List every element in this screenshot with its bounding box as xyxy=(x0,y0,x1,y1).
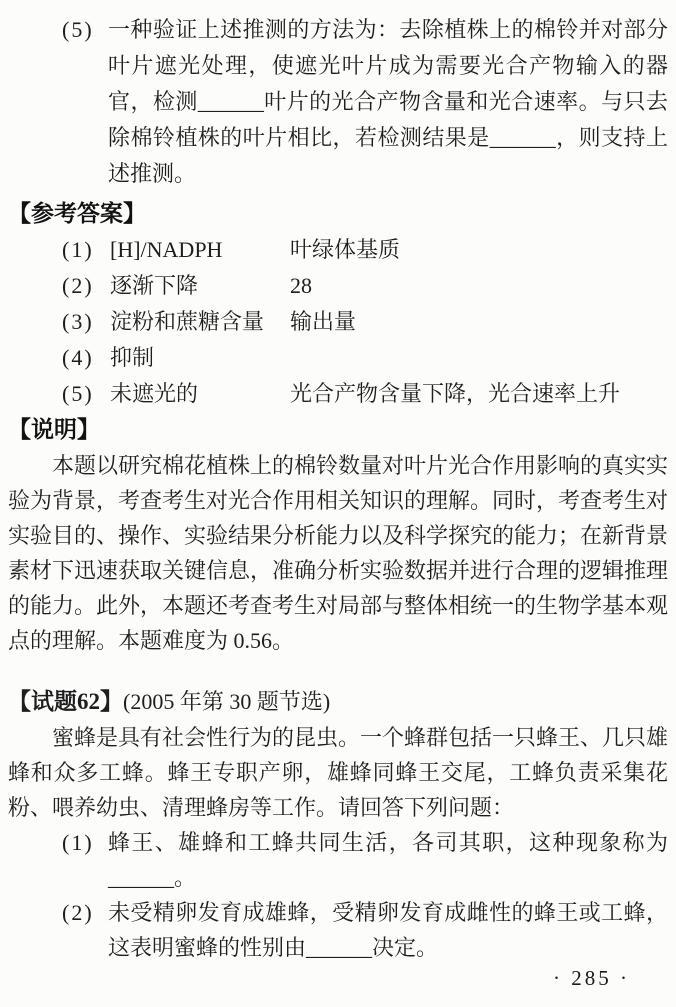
answer-row-2-number: (2) xyxy=(62,273,94,298)
answer-row-4 xyxy=(62,340,668,376)
answer-row-5-col2: 光合产物含量下降，光合速率上升 xyxy=(290,381,621,406)
question-62-sub-2-number: (2) xyxy=(62,900,94,925)
question-62-source: (2005 年第 30 题节选) xyxy=(123,689,331,714)
question-62-intro: 蜜蜂是具有社会性行为的昆虫。一个蜂群包括一只蜂王、几只雄蜂和众多工蜂。蜂王专职产卵，雄蜂同蜂王交尾，工蜂负责采集花粉、喂养幼虫、清理蜂房等工作。请回答下列问题： xyxy=(8,725,669,820)
notes-header: 【说明】 xyxy=(8,417,100,442)
page-number: · 285 · xyxy=(553,966,630,990)
answer-row-4-col2 xyxy=(290,340,668,376)
question-5-text: 一种验证上述推测的方法为：去除植株上的棉铃并对部分叶片遮光处理，使遮光叶片成为需要光合产物输入的器官，检测______叶片的光合产物含量和光合速率。与只去除棉铃植株的叶片相比，若检测结果是______，则支持上述推测。 xyxy=(108,17,668,186)
answer-row-2-col1: 逐渐下降 xyxy=(110,273,199,298)
question-62-sub-2 xyxy=(62,895,668,965)
question-62-title: 【试题62】 xyxy=(8,689,123,714)
answer-row-1-col1: [H]/NADPH xyxy=(110,237,223,262)
answer-row-3 xyxy=(62,304,668,340)
question-62-sub-1-text: 蜂王、雄蜂和工蜂共同生活，各司其职，这种现象称为______。 xyxy=(108,830,668,890)
answer-row-1-col2: 叶绿体基质 xyxy=(290,237,401,262)
answer-row-5-number: (5) xyxy=(62,381,94,406)
answer-row-4-col1: 抑制 xyxy=(110,345,155,370)
question-5-block xyxy=(62,12,668,192)
question-5-number: (5) xyxy=(62,17,94,42)
answer-row-3-number: (3) xyxy=(62,309,94,334)
question-62-sub-1 xyxy=(62,825,668,895)
answer-row-2 xyxy=(62,268,668,304)
answer-row-3-col2: 输出量 xyxy=(290,309,357,334)
answer-row-1-number: (1) xyxy=(62,237,94,262)
answer-row-1 xyxy=(62,232,668,268)
answer-row-5-col1: 未遮光的 xyxy=(110,381,199,406)
reference-answer-header: 【参考答案】 xyxy=(8,201,146,226)
question-62-sub-2-text: 未受精卵发育成雄蜂，受精卵发育成雌性的蜂王或工蜂，这表明蜜蜂的性别由______决定。 xyxy=(108,900,668,960)
answer-row-3-col1: 淀粉和蔗糖含量 xyxy=(110,309,265,334)
answer-row-4-number: (4) xyxy=(62,345,94,370)
notes-body: 本题以研究棉花植株上的棉铃数量对叶片光合作用影响的真实实验为背景，考查考生对光合作用相关知识的理解。同时，考查考生对实验目的、操作、实验结果分析能力以及科学探究的能力；在新背景素材下迅速获取关键信息，准确分析实验数据并进行合理的逻辑推理的能力。此外，本题还考查考生对局部与整体相统一的生物学基本观点的理解。本题难度为 0.56。 xyxy=(8,453,669,653)
answer-row-5 xyxy=(62,376,668,412)
reference-answer-list xyxy=(62,232,668,412)
question-62-header xyxy=(8,684,668,720)
question-62-sub-1-number: (1) xyxy=(62,830,94,855)
answer-row-2-col2: 28 xyxy=(290,273,312,298)
